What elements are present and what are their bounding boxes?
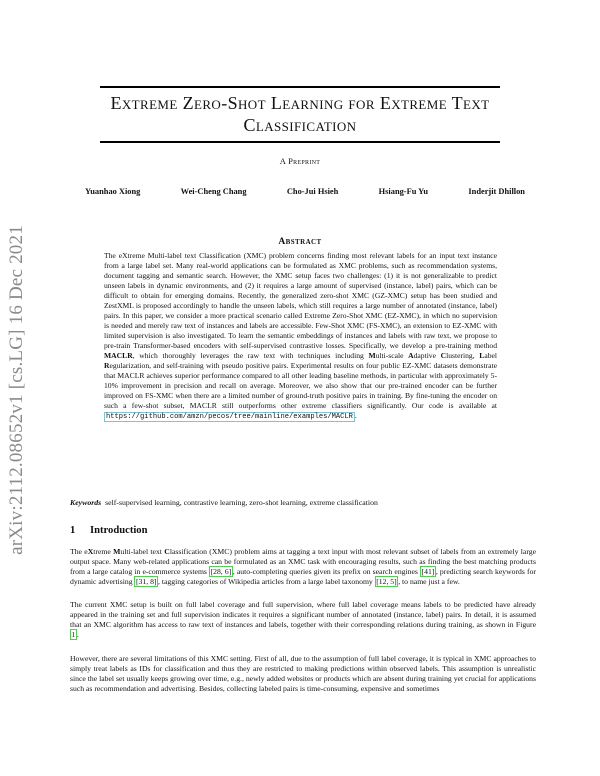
arxiv-stamp-text: arXiv:2112.08652v1 [cs.LG] 16 Dec 2021 — [6, 225, 27, 555]
abstract-text-part: , which thoroughly leverages the raw text with techniques including — [132, 351, 369, 360]
acronym-letter: A — [408, 351, 414, 360]
paragraph-text: treme — [93, 547, 114, 556]
acronym-letter: C — [440, 351, 447, 360]
section-heading — [70, 525, 540, 536]
intro-paragraph-2 — [70, 600, 536, 640]
keywords-text: self-supervised learning, contrastive learning, zero-shot learning, extreme classification — [105, 498, 378, 507]
abstract-heading: Abstract — [278, 237, 322, 247]
abstract-text-part: abel — [484, 351, 497, 360]
section-number: 1 — [70, 525, 76, 536]
paper-title-line2: Classification — [243, 115, 357, 135]
code-url-link[interactable]: https://github.com/amzn/pecos/tree/mainline/examples/MACLR — [106, 413, 353, 421]
citation-link[interactable]: [28, 6] — [210, 567, 232, 576]
author-list — [85, 187, 525, 196]
acronym-letter: C — [164, 547, 170, 556]
citation-link[interactable]: [41] — [421, 567, 435, 576]
intro-paragraph-1 — [70, 547, 536, 587]
author-name: Wei-Cheng Chang — [180, 187, 247, 196]
author-name: Yuanhao Xiong — [85, 187, 141, 196]
citation-link[interactable]: [12, 5] — [376, 577, 397, 586]
acronym-letter: M — [113, 547, 121, 556]
preprint-label: A Preprint — [279, 156, 321, 166]
abstract-text-part: ulti-scale — [375, 351, 409, 360]
abstract-text-part: egularization, and self-training with pseudo positive pairs. Experimental results on four public EZ-XMC datasets demonstrate that MACLR achieves superior performance compared to all other leading baseline methods, in particular with approximately 5-10% improvement in precision and recall on average. Moreover, we also show that our pre-trained encoder can be further improved on FS-XMC when there are a limited number of ground-truth positive pairs in training. By fine-tuning the encoder on such a few-shot subset, MACLR still outperforms other extreme classifiers significantly. Our code is available at — [104, 361, 497, 410]
paragraph-text: The current XMC setup is built on full label coverage and full supervision, where full label coverage means labels to be predicted have already appeared in the training set and full supervision indicates it requires a significant number of annotated (instance, label) pairs. In detail, it is assumed that an XMC algorithm has access to raw text of instances and labels, together with their corresponding relations during training, as shown in Figure — [70, 600, 536, 629]
paper-title-line1: Extreme Zero-Shot Learning for Extreme Text — [110, 93, 490, 113]
figure-reference-link[interactable]: 1 — [71, 630, 76, 639]
method-name: MACLR — [104, 351, 133, 360]
acronym-letter: L — [479, 351, 485, 360]
section-title: Introduction — [90, 525, 148, 536]
author-name: Hsiang-Fu Yu — [378, 187, 429, 196]
title-rule-top — [100, 86, 500, 88]
arxiv-stamp — [2, 220, 32, 560]
acronym-letter: M — [368, 351, 376, 360]
paragraph-text: . — [76, 630, 79, 639]
paragraph-text: The e — [70, 547, 88, 556]
author-name: Inderjit Dhillon — [468, 187, 525, 196]
abstract-text-part: The eXtreme Multi-label text Classification (XMC) problem concerns finding most relevant labels for an input text instance from a large label set. Many real-world applications can be formulated as XMC problems, such as recommendation systems, document tagging and semantic search. However, the XMC setup faces two challenges: (1) it is not generalizable to predict unseen labels in dynamic environments, and (2) it requires a large amount of supervised (instance, label) pairs, which can be difficult to obtain for emerging domains. Recently, the generalized zero-shot XMC (GZ-XMC) setup has been studied and ZestXML is proposed accordingly to handle the unseen labels, which still requires a large number of annotated (instance, label) pairs. In this paper, we consider a more practical scenario called Extreme Zero-Shot XMC (EZ-XMC), in which no supervision is needed and merely raw text of instances and labels are accessible. Few-Shot XMC (FS-XMC), an extension to EZ-XMC with limited supervision is also investigated. To learn the semantic embeddings of instances and labels with raw text, we propose to pre-train Transformer-based encoders with self-supervised contrastive losses. Specifically, we develop a pre-training method — [104, 251, 497, 350]
abstract-text-part: . — [354, 411, 357, 420]
acronym-letter: R — [104, 361, 110, 370]
paragraph-text: , predicting search keywords for dynamic advertising — [70, 567, 536, 586]
acronym-letter: X — [87, 547, 94, 556]
author-name: Cho-Jui Hsieh — [286, 187, 339, 196]
abstract-text-part: daptive — [413, 351, 441, 360]
paper-title — [90, 92, 510, 136]
paragraph-text: , tagging categories of Wikipedia articles from a large label taxonomy — [157, 577, 375, 586]
paragraph-text: lassification (XMC) problem aims at tagging a text input with most relevant subset of labels from an extremely large output space. Many web-related applications can be formulated as an XMC task with encouraging results, such as finding the best matching products from a large catalog in e-commerce systems — [70, 547, 537, 576]
paragraph-text: , to name just a few. — [398, 577, 460, 586]
paragraph-text: , auto-completing queries given its prefix on search engines — [232, 567, 421, 576]
title-rule-bottom — [100, 141, 500, 143]
intro-paragraph-3: However, there are several limitations of this XMC setting. First of all, due to the assumption of full label coverage, it is typical in XMC approaches to simply treat labels as IDs for classification and thus they are restricted to making predictions within observed labels. This assumption is unrealistic since the label set usually keeps growing over time, e.g., newly added websites or products which are absent during training yet crucial for applications such as recommendation and advertising. Besides, collecting labeled pairs is time-consuming, expensive and sometimes — [70, 654, 536, 693]
citation-link[interactable]: [31, 8] — [135, 577, 157, 586]
keywords-label: Keywords — [70, 498, 102, 507]
abstract-text-part: lustering, — [446, 351, 480, 360]
abstract-text — [104, 251, 497, 422]
keywords — [70, 498, 540, 508]
paragraph-text: ulti-label text — [120, 547, 165, 556]
